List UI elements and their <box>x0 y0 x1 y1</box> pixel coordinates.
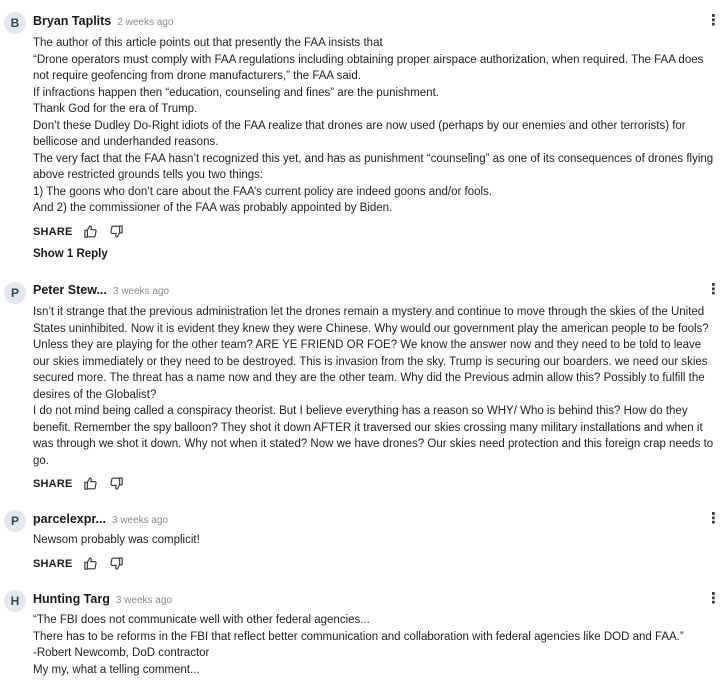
comment-line: Newsom probably was complicit! <box>33 534 200 546</box>
thumbs-down-icon[interactable] <box>109 224 125 240</box>
avatar: H <box>4 590 26 612</box>
thumbs-down-icon[interactable] <box>109 476 125 492</box>
comment-author[interactable]: Peter Stew... <box>33 283 107 297</box>
share-button[interactable]: SHARE <box>33 226 73 238</box>
comment-timestamp: 3 weeks ago <box>112 286 170 297</box>
comment-timestamp: 2 weeks ago <box>117 17 174 28</box>
comment-body <box>33 35 718 217</box>
comment-line: There has to be reforms in the FBI that reflect better communication and collaboration with federal agencies like DOD and FAA.” <box>33 630 684 643</box>
comment-body <box>33 304 718 469</box>
comment-line: Don’t these Dudley Do-Right idiots of the FAA realize that drones are now used (perhaps by our enemies and other terrorists) for bellicose and underhanded reasons. <box>33 119 686 148</box>
comment-line: “Drone operators must comply with FAA regulations including obtaining proper airspace authorization, when required. The FAA does not require geofencing from drone manufacturers,” the FAA said. <box>33 53 704 82</box>
comment-line: The author of this article points out that presently the FAA insists that <box>33 37 383 49</box>
thumbs-down-icon[interactable] <box>109 556 125 572</box>
comment-timestamp: 3 weeks ago <box>115 595 172 606</box>
comment-header <box>33 512 168 530</box>
show-replies-button[interactable]: Show 1 Reply <box>33 248 108 260</box>
comment-line: Isn’t it strange that the previous administration let the drones remain a mystery and continue to move through the skies of the United States uninhibited. Now it is evident they knew they were Chinese. Why would our government play the american people to be fools? Unless they are playing for the other team? ARE YE FRIEND OR FOE? We know the answer now and they need to be told to leave our skies immediately or they need to be destroyed. This is invasion from the sky. Trump is securing our boarders. we need our skies secured more. The threat has a name now and they are the other team. Why did the Previous admin allow this? Possibly to fulfill the desires of the Globalist? <box>33 306 709 401</box>
comment-author[interactable]: Bryan Taplits <box>33 14 112 28</box>
comment-actions <box>33 555 125 573</box>
thumbs-up-icon[interactable] <box>83 224 99 240</box>
comment-header <box>33 14 173 32</box>
comment-body <box>33 612 718 678</box>
comment-line: -Robert Newcomb, DoD contractor <box>33 647 210 659</box>
comment-header <box>33 592 172 610</box>
comment-line: 1) The goons who don’t care about the FAA’s current policy are indeed goons and/or fools. <box>33 185 493 198</box>
comment-line: “The FBI does not communicate well with other federal agencies... <box>33 614 370 626</box>
thumbs-up-icon[interactable] <box>83 556 99 572</box>
share-button[interactable]: SHARE <box>33 558 73 570</box>
comment-body <box>33 532 718 549</box>
thumbs-up-icon[interactable] <box>83 476 99 492</box>
comment-actions <box>33 223 125 241</box>
avatar: P <box>4 510 26 532</box>
comment-line: And 2) the commissioner of the FAA was probably appointed by Biden. <box>33 202 393 214</box>
more-options-icon[interactable]: ⋮ <box>706 590 721 607</box>
comment-actions <box>33 475 125 493</box>
comment-line: My my, what a telling comment... <box>33 663 200 676</box>
more-options-icon[interactable]: ⋮ <box>706 510 721 527</box>
comment-author[interactable]: parcelexpr... <box>33 512 106 526</box>
comment-line: If infractions happen then “education, counseling and fines” are the punishment. <box>33 86 439 99</box>
avatar: P <box>4 282 26 304</box>
comment-timestamp: 3 weeks ago <box>111 515 169 526</box>
comment-line: Thank God for the era of Trump. <box>33 103 198 115</box>
more-options-icon[interactable]: ⋮ <box>706 12 721 29</box>
comment-line: The very fact that the FAA hasn’t recognized this yet, and has as punishment “counseling” as one of its consequences of drones flying above restricted grounds tells you two things: <box>33 152 714 181</box>
comment-author[interactable]: Hunting Targ <box>33 592 110 606</box>
more-options-icon[interactable]: ⋮ <box>706 281 721 298</box>
avatar: B <box>4 12 26 34</box>
comment-line: I do not mind being called a conspiracy theorist. But I believe everything has a reason so WHY/ Who is behind this? How do they benefit. Remember the spy balloon? They shot it down AFTER it traversed our skies crossing many military installations and when it was through we shot it down. Why not when it stated? Now we have drones? Our skies need protection and this foreign crap needs to go. <box>33 405 714 467</box>
share-button[interactable]: SHARE <box>33 478 73 490</box>
comment-header <box>33 283 169 301</box>
